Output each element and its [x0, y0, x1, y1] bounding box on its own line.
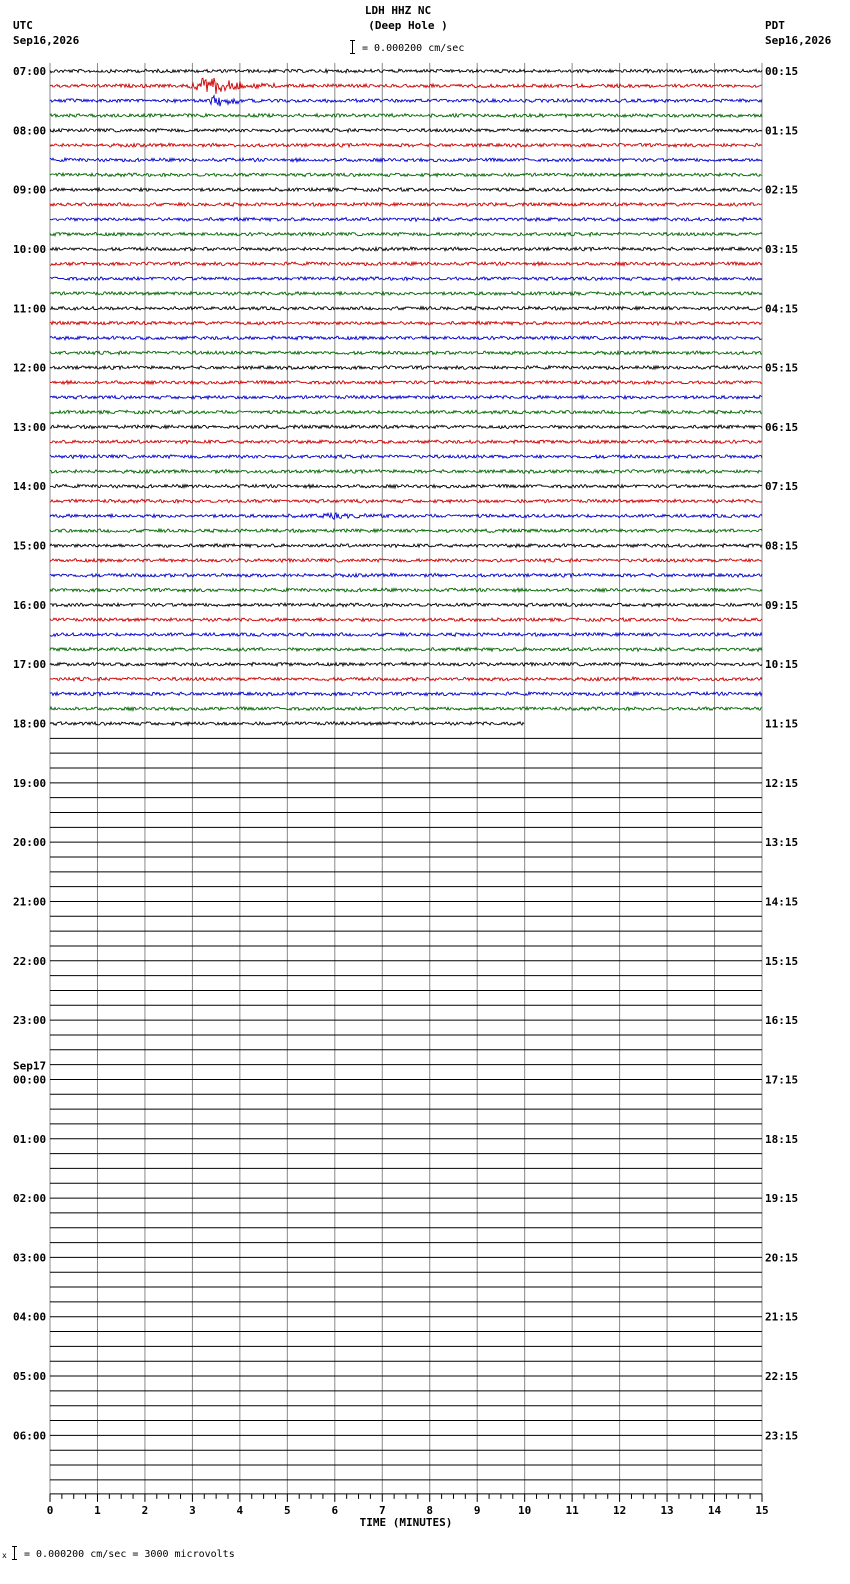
- right-time-label: 18:15: [765, 1132, 799, 1146]
- left-date: Sep16,2026: [13, 34, 80, 47]
- left-time-label: 22:00: [13, 954, 47, 968]
- trace-row-29: [50, 499, 762, 503]
- trace-row-2: [50, 96, 762, 107]
- x-axis-label: TIME (MINUTES): [359, 1515, 453, 1529]
- trace-row-41: [50, 677, 762, 681]
- trace-row-10: [50, 218, 762, 222]
- right-time-label: 17:15: [765, 1073, 799, 1087]
- trace-row-5: [50, 143, 762, 147]
- left-time-label: 09:00: [13, 183, 47, 197]
- trace-row-19: [50, 351, 762, 355]
- right-time-label: 10:15: [765, 658, 799, 672]
- left-time-label: 23:00: [13, 1014, 47, 1028]
- right-time-label: 08:15: [765, 539, 799, 553]
- right-time-label: 12:15: [765, 776, 799, 790]
- trace-row-18: [50, 336, 762, 340]
- right-time-label: 05:15: [765, 361, 799, 375]
- header-scale-text: = 0.000200 cm/sec: [362, 43, 465, 54]
- right-time-label: 13:15: [765, 836, 799, 850]
- right-time-label: 00:15: [765, 65, 799, 78]
- left-time-label: 10:00: [13, 242, 47, 256]
- trace-row-30: [50, 513, 762, 519]
- right-time-label: 16:15: [765, 1014, 799, 1028]
- right-time-label: 15:15: [765, 954, 799, 968]
- trace-row-9: [50, 203, 762, 207]
- x-tick-label-15: 15: [755, 1503, 769, 1517]
- trace-row-21: [50, 381, 762, 385]
- trace-row-14: [50, 277, 762, 281]
- trace-row-0: [50, 69, 762, 73]
- site-name: (Deep Hole ): [368, 19, 448, 32]
- trace-row-1: [50, 78, 762, 94]
- trace-row-13: [50, 262, 762, 266]
- left-time-label: 08:00: [13, 124, 47, 138]
- right-time-label: 03:15: [765, 242, 799, 256]
- trace-row-15: [50, 292, 762, 296]
- trace-row-12: [50, 247, 762, 251]
- left-time-label: 21:00: [13, 895, 47, 909]
- trace-row-34: [50, 573, 762, 577]
- trace-row-3: [50, 114, 762, 118]
- left-timezone: UTC: [13, 19, 33, 32]
- trace-row-28: [50, 484, 762, 488]
- left-time-label: 05:00: [13, 1370, 47, 1384]
- trace-row-4: [50, 129, 762, 133]
- right-time-label: 09:15: [765, 598, 799, 612]
- right-time-label: 02:15: [765, 183, 799, 197]
- trace-row-40: [50, 662, 762, 666]
- left-time-label: 01:00: [13, 1132, 47, 1146]
- right-time-label: 20:15: [765, 1251, 799, 1265]
- trace-row-27: [50, 470, 762, 474]
- trace-row-32: [50, 544, 762, 548]
- right-time-label: 06:15: [765, 420, 799, 434]
- x-tick-label-1: 1: [94, 1503, 101, 1517]
- x-tick-label-13: 13: [660, 1503, 674, 1517]
- x-tick-label-14: 14: [707, 1503, 722, 1517]
- trace-row-39: [50, 648, 762, 652]
- trace-row-33: [50, 559, 762, 563]
- left-time-label: 00:00: [13, 1073, 47, 1087]
- trace-row-11: [50, 232, 762, 236]
- left-time-label: 04:00: [13, 1310, 47, 1324]
- trace-row-26: [50, 455, 762, 459]
- right-time-label: 21:15: [765, 1310, 799, 1324]
- left-time-label: 11:00: [13, 302, 47, 316]
- trace-row-20: [50, 366, 762, 370]
- trace-row-43: [50, 707, 762, 711]
- x-tick-label-2: 2: [141, 1503, 149, 1517]
- left-time-label: 03:00: [13, 1251, 47, 1265]
- trace-row-6: [50, 158, 762, 162]
- left-time-label: 15:00: [13, 539, 47, 553]
- right-timezone: PDT: [765, 19, 785, 32]
- left-time-label: 02:00: [13, 1192, 47, 1206]
- station-title: LDH HHZ NC: [364, 4, 432, 17]
- left-time-label: 16:00: [13, 598, 47, 612]
- trace-row-38: [50, 633, 762, 637]
- trace-row-7: [50, 173, 762, 177]
- trace-row-16: [50, 306, 762, 310]
- footer-mark: x: [2, 1551, 7, 1560]
- x-tick-label-6: 6: [331, 1503, 339, 1517]
- trace-row-17: [50, 321, 762, 325]
- left-time-label: 06:00: [13, 1429, 47, 1443]
- x-tick-label-8: 8: [426, 1503, 434, 1517]
- right-time-label: 19:15: [765, 1192, 799, 1206]
- left-time-label: 19:00: [13, 776, 47, 790]
- trace-row-23: [50, 410, 762, 414]
- right-time-label: 11:15: [765, 717, 799, 731]
- left-time-label: 17:00: [13, 658, 47, 672]
- trace-row-42: [50, 692, 762, 696]
- left-date-label: Sep17: [13, 1059, 47, 1073]
- x-tick-label-3: 3: [189, 1503, 196, 1517]
- x-tick-label-4: 4: [236, 1503, 244, 1517]
- right-time-label: 04:15: [765, 302, 799, 316]
- x-tick-label-10: 10: [518, 1503, 532, 1517]
- x-tick-label-5: 5: [284, 1503, 291, 1517]
- right-time-label: 23:15: [765, 1429, 799, 1443]
- right-time-label: 14:15: [765, 895, 799, 909]
- trace-row-37: [50, 618, 762, 622]
- trace-row-36: [50, 603, 762, 607]
- right-time-label: 01:15: [765, 124, 799, 138]
- left-time-label: 07:00: [13, 65, 47, 78]
- right-time-label: 22:15: [765, 1370, 799, 1384]
- left-time-label: 18:00: [13, 717, 47, 731]
- trace-row-22: [50, 395, 762, 399]
- left-time-label: 14:00: [13, 480, 47, 494]
- left-time-label: 12:00: [13, 361, 47, 375]
- trace-row-35: [50, 588, 762, 592]
- trace-row-25: [50, 440, 762, 444]
- x-tick-label-11: 11: [565, 1503, 579, 1517]
- x-tick-label-12: 12: [612, 1503, 627, 1517]
- trace-row-8: [50, 188, 762, 192]
- footer-scale-bar-icon: [12, 1546, 17, 1560]
- footer-scale-text: = 0.000200 cm/sec = 3000 microvolts: [24, 1549, 235, 1560]
- x-tick-label-9: 9: [473, 1503, 481, 1517]
- trace-row-24: [50, 425, 762, 429]
- x-tick-label-0: 0: [46, 1503, 54, 1517]
- right-time-label: 07:15: [765, 480, 799, 494]
- right-date: Sep16,2026: [765, 34, 832, 47]
- left-time-label: 13:00: [13, 420, 47, 434]
- left-time-label: 20:00: [13, 836, 47, 850]
- x-tick-label-7: 7: [378, 1503, 386, 1517]
- trace-row-31: [50, 529, 762, 533]
